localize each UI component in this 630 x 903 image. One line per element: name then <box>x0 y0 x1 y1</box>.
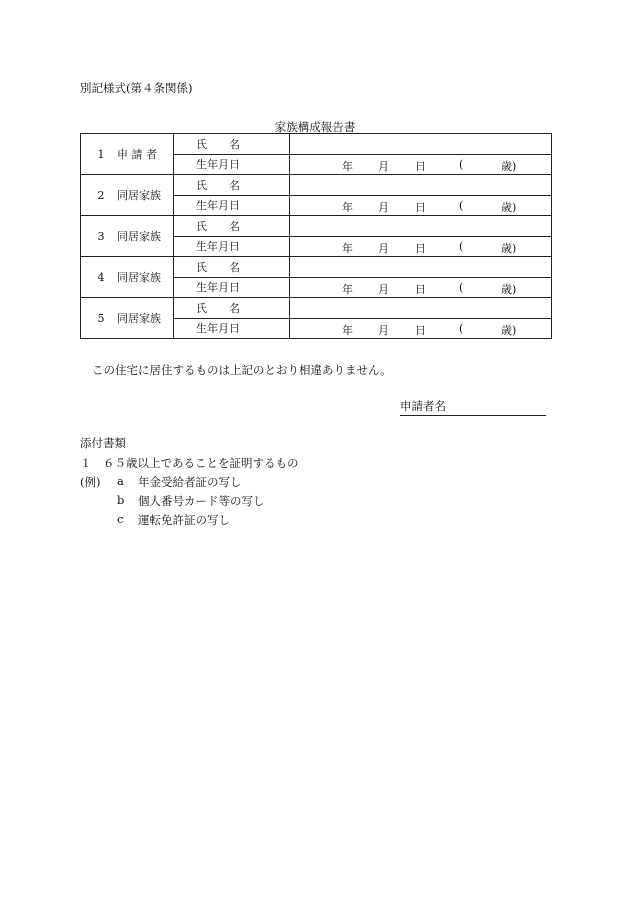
person-category-cell <box>81 216 174 257</box>
month-label: 月 <box>378 241 389 255</box>
example-document: 運転免許証の写し <box>138 513 230 527</box>
age-open-paren: ( <box>459 321 464 335</box>
age-open-paren: ( <box>459 239 464 253</box>
table-row <box>81 175 552 196</box>
day-label: 日 <box>415 241 426 255</box>
form-reference-note: 別記様式(第４条関係) <box>80 81 193 95</box>
person-category-label: 同居家族 <box>117 312 161 325</box>
birth-date-label: 生年月日 <box>174 195 290 216</box>
day-label: 日 <box>415 159 426 173</box>
example-document: 個人番号カード等の写し <box>138 494 265 508</box>
table-row <box>81 298 552 319</box>
name-field[interactable] <box>290 216 552 237</box>
year-label: 年 <box>342 159 353 173</box>
age-label: 歳) <box>501 241 517 255</box>
month-label: 月 <box>378 282 389 296</box>
table-row <box>81 216 552 237</box>
applicant-name-label: 申請者名 <box>400 399 446 413</box>
age-open-paren: ( <box>459 198 464 212</box>
month-label: 月 <box>378 200 389 214</box>
year-label: 年 <box>342 282 353 296</box>
row-number: 1 <box>97 148 105 161</box>
birth-date-label: 生年月日 <box>174 154 290 175</box>
attachments-title: 添付書類 <box>80 436 126 450</box>
person-category-cell <box>81 134 174 175</box>
birth-date-label: 生年月日 <box>174 277 290 298</box>
day-label: 日 <box>415 282 426 296</box>
name-label: 氏 名 <box>174 298 290 319</box>
year-label: 年 <box>342 323 353 337</box>
table-row <box>81 257 552 278</box>
age-open-paren: ( <box>459 280 464 294</box>
birth-date-label: 生年月日 <box>174 318 290 339</box>
name-field[interactable] <box>290 134 552 155</box>
year-label: 年 <box>342 241 353 255</box>
person-category-label: 同居家族 <box>117 189 161 202</box>
age-label: 歳) <box>501 159 517 173</box>
name-label: 氏 名 <box>174 175 290 196</box>
day-label: 日 <box>415 200 426 214</box>
age-label: 歳) <box>501 282 517 296</box>
row-number: 3 <box>97 230 105 243</box>
person-category-cell <box>81 298 174 339</box>
birth-date-field[interactable] <box>290 236 552 257</box>
person-category-cell <box>81 257 174 298</box>
birth-date-label: 生年月日 <box>174 236 290 257</box>
example-label: (例) <box>80 475 101 489</box>
example-letter: b <box>117 493 125 507</box>
birth-date-field[interactable] <box>290 277 552 298</box>
row-number: 2 <box>97 189 105 202</box>
row-number: 5 <box>97 312 105 325</box>
name-field[interactable] <box>290 298 552 319</box>
name-label: 氏 名 <box>174 134 290 155</box>
form-title: 家族構成報告書 <box>274 120 356 134</box>
example-letter: a <box>117 474 124 488</box>
name-label: 氏 名 <box>174 257 290 278</box>
age-label: 歳) <box>501 200 517 214</box>
row-number: 4 <box>97 271 105 284</box>
family-composition-table <box>80 133 552 339</box>
birth-date-field[interactable] <box>290 318 552 339</box>
name-field[interactable] <box>290 257 552 278</box>
month-label: 月 <box>378 323 389 337</box>
month-label: 月 <box>378 159 389 173</box>
age-open-paren: ( <box>459 157 464 171</box>
attachment-item-1: １ ６５歳以上であることを証明するもの <box>80 456 299 470</box>
birth-date-field[interactable] <box>290 195 552 216</box>
applicant-name-signature-field[interactable] <box>400 398 546 416</box>
person-category-label: 申 請 者 <box>117 148 157 161</box>
person-category-cell <box>81 175 174 216</box>
person-category-label: 同居家族 <box>117 271 161 284</box>
year-label: 年 <box>342 200 353 214</box>
birth-date-field[interactable] <box>290 154 552 175</box>
name-field[interactable] <box>290 175 552 196</box>
day-label: 日 <box>415 323 426 337</box>
table-row <box>81 134 552 155</box>
example-document: 年金受給者証の写し <box>138 475 242 489</box>
person-category-label: 同居家族 <box>117 230 161 243</box>
name-label: 氏 名 <box>174 216 290 237</box>
age-label: 歳) <box>501 323 517 337</box>
declaration-statement: この住宅に居住するものは上記のとおり相違ありません。 <box>92 363 392 377</box>
example-letter: c <box>117 512 124 526</box>
